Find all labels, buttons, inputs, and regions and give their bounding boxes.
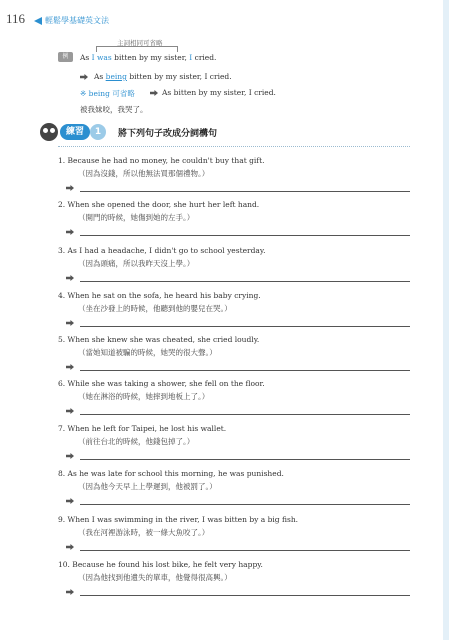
question-chinese: （因為他今天早上上學遲到，他被罰了。）	[78, 482, 217, 491]
question-item	[58, 515, 418, 552]
example-line-2	[94, 72, 232, 81]
example-line-2-c: bitten by my sister, I cried.	[129, 72, 232, 81]
answer-underline[interactable]	[80, 235, 410, 236]
practice-title: 將下列句子改成分詞構句	[118, 129, 218, 139]
question-english: 7. When he left for Taipei, he lost his wallet.	[58, 424, 227, 433]
question-chinese: （因為沒錢，所以他無法買那個禮物。）	[78, 169, 210, 178]
answer-underline[interactable]	[80, 326, 410, 327]
answer-line[interactable]	[58, 541, 418, 552]
question-chinese: （我在河裡游泳時，被一條大魚咬了。）	[78, 528, 210, 537]
answer-line[interactable]	[58, 182, 418, 193]
book-title: 輕鬆學基礎英文法	[45, 16, 109, 25]
question-chinese: （她在淋浴的時候，她摔到地板上了。）	[78, 392, 210, 401]
arrow-right-icon	[66, 229, 74, 235]
example-line-2-b: being	[105, 72, 127, 81]
question-item	[58, 469, 418, 506]
question-item	[58, 560, 418, 597]
question-item	[58, 200, 418, 237]
example-translation: 被我妹咬，我哭了。	[80, 105, 148, 114]
question-chinese: （坐在沙發上的時候，他聽到他的嬰兒在哭。）	[78, 304, 232, 313]
question-chinese: （當她知道被騙的時候，她哭的很大聲。）	[78, 348, 217, 357]
example-line-3: As bitten by my sister, I cried.	[162, 88, 276, 97]
answer-underline[interactable]	[80, 414, 410, 415]
question-chinese: （前往台北的時候，他錢包掉了。）	[78, 437, 195, 446]
answer-underline[interactable]	[80, 550, 410, 551]
arrow-right-icon	[66, 364, 74, 370]
arrow-right-icon	[150, 90, 158, 96]
owl-icon	[40, 123, 58, 141]
question-english: 5. When she knew she was cheated, she cried loudly.	[58, 335, 260, 344]
example-line-1-c: bitten by my sister,	[114, 53, 187, 62]
question-item	[58, 156, 418, 193]
question-item	[58, 379, 418, 416]
question-chinese: （因為他找到他遺失的單車，他覺得很高興。）	[78, 573, 232, 582]
arrow-right-icon	[66, 185, 74, 191]
dotted-divider	[58, 146, 410, 147]
example-line-1	[80, 53, 216, 62]
arrow-right-icon	[66, 589, 74, 595]
arrow-right-icon	[66, 498, 74, 504]
answer-underline[interactable]	[80, 459, 410, 460]
question-chinese: （開門的時候，她傷到她的左手。）	[78, 213, 195, 222]
answer-underline[interactable]	[80, 595, 410, 596]
answer-line[interactable]	[58, 405, 418, 416]
question-english: 10. Because he found his lost bike, he felt very happy.	[58, 560, 263, 569]
header-triangle-icon	[34, 17, 42, 25]
question-english: 1. Because he had no money, he couldn't buy that gift.	[58, 156, 265, 165]
question-item	[58, 335, 418, 372]
question-item	[58, 424, 418, 461]
practice-number: 1	[90, 124, 106, 140]
bracket-note: 主詞相同可省略	[117, 39, 163, 47]
answer-line[interactable]	[58, 586, 418, 597]
question-english: 2. When she opened the door, she hurt her left hand.	[58, 200, 260, 209]
answer-line[interactable]	[58, 317, 418, 328]
question-chinese: （因為頭痛，所以我昨天沒上學。）	[78, 259, 195, 268]
arrow-right-icon	[66, 320, 74, 326]
question-english: 4. When he sat on the sofa, he heard his baby crying.	[58, 291, 261, 300]
arrow-right-icon	[66, 275, 74, 281]
page-number: 116	[6, 11, 26, 26]
question-item	[58, 291, 418, 328]
arrow-right-icon	[66, 544, 74, 550]
practice-label: 練習	[60, 124, 90, 140]
example-line-1-e: cried.	[194, 53, 217, 62]
example-note: ※ being 可省略	[80, 89, 135, 98]
question-english: 9. When I was swimming in the river, I was bitten by a big fish.	[58, 515, 299, 524]
answer-underline[interactable]	[80, 281, 410, 282]
example-badge: 例	[58, 52, 73, 62]
answer-underline[interactable]	[80, 370, 410, 371]
arrow-right-icon	[80, 74, 88, 80]
answer-line[interactable]	[58, 495, 418, 506]
answer-underline[interactable]	[80, 504, 410, 505]
answer-underline[interactable]	[80, 191, 410, 192]
answer-line[interactable]	[58, 450, 418, 461]
answer-line[interactable]	[58, 226, 418, 237]
side-edge-strip	[443, 0, 449, 640]
example-line-2-a: As	[94, 72, 104, 81]
question-english: 3. As I had a headache, I didn't go to school yesterday.	[58, 246, 266, 255]
question-english: 8. As he was late for school this morning, he was punished.	[58, 469, 284, 478]
example-line-1-d: I	[189, 53, 193, 62]
example-line-1-a: As	[80, 53, 90, 62]
question-item	[58, 246, 418, 283]
example-line-1-b: I was	[91, 53, 112, 62]
question-english: 6. While she was taking a shower, she fell on the floor.	[58, 379, 265, 388]
answer-line[interactable]	[58, 272, 418, 283]
arrow-right-icon	[66, 408, 74, 414]
bracket-line	[96, 46, 178, 52]
answer-line[interactable]	[58, 361, 418, 372]
arrow-right-icon	[66, 453, 74, 459]
